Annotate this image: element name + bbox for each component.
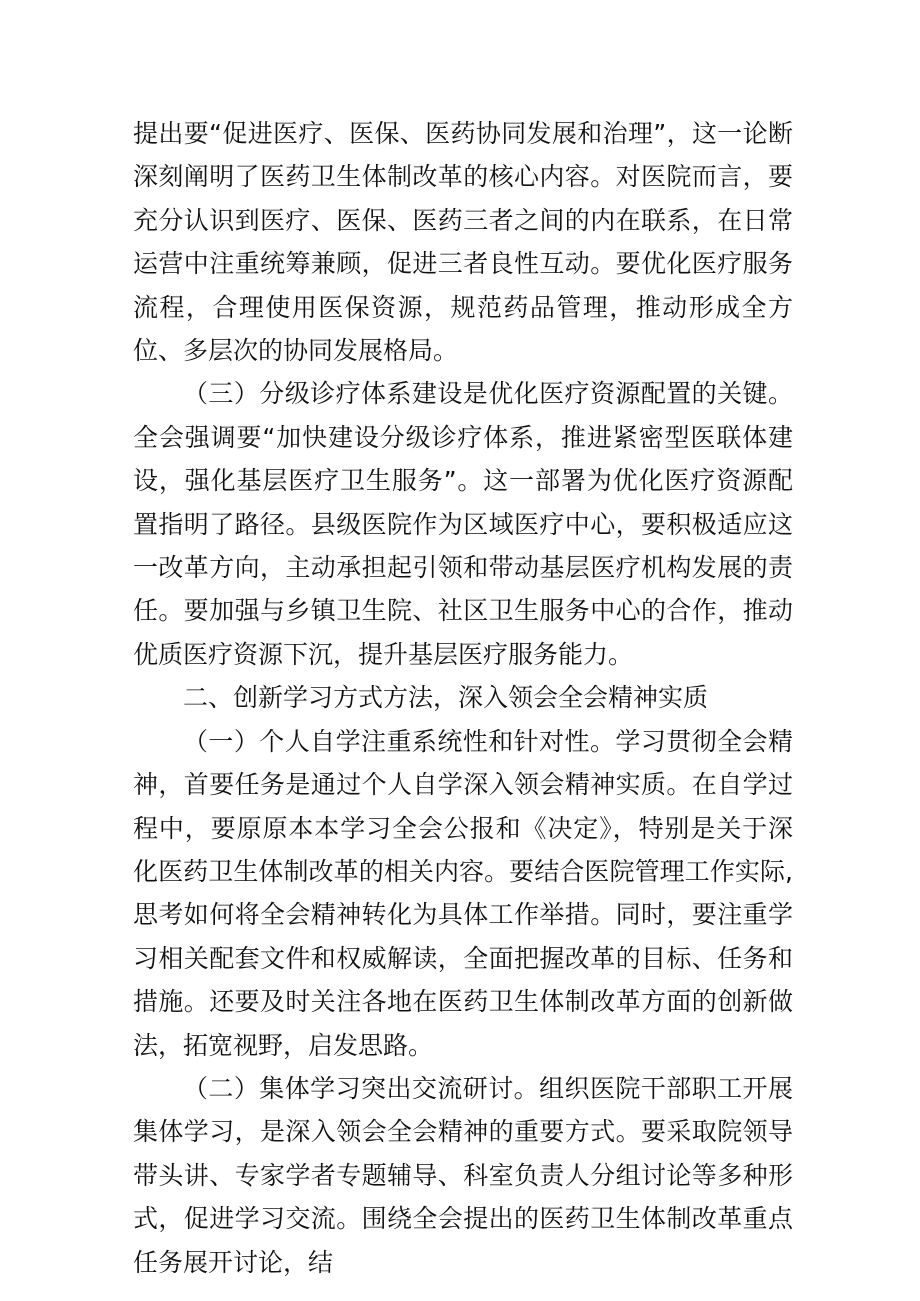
paragraph-group-study: （二）集体学习突出交流研讨。组织医院干部职工开展集体学习，是深入领会全会精神的重要方式。要采取院领导带头讲、专家学者专题辅导、科室负责人分组讨论等多种形式，促进学习交流。围绕全会提出的医药卫生体制改革重点任务展开讨论，结 — [133, 1073, 793, 1277]
paragraph-continued: 提出要“促进医疗、医保、医药协同发展和治理”，这一论断深刻阐明了医药卫生体制改革的核心内容。对医院而言，要充分认识到医疗、医保、医药三者之间的内在联系，在日常运营中注重统筹兼顾，促进三者良性互动。要优化医疗服务流程，合理使用医保资源，规范药品管理，推动形成全方位、多层次的协同发展格局。 — [133, 119, 793, 366]
paragraph-section-3: （三）分级诊疗体系建设是优化医疗资源配置的关键。全会强调要“加快建设分级诊疗体系，推进紧密型医联体建设，强化基层医疗卫生服务”。这一部署为优化医疗资源配置指明了路径。县级医院作为区域医疗中心，要积极适应这一改革方向，主动承担起引领和带动基层医疗机构发展的责任。要加强与乡镇卫生院、社区卫生服务中心的合作，推动优质医疗资源下沉，提升基层医疗服务能力。 — [133, 379, 793, 669]
section-heading-2: 二、创新学习方式方法，深入领会全会精神实质 — [183, 683, 709, 713]
paragraph-self-study: （一）个人自学注重系统性和针对性。学习贯彻全会精神，首要任务是通过个人自学深入领会精神实质。在自学过程中，要原原本本学习全会公报和《决定》，特别是关于深化医药卫生体制改革的相关内容。要结合医院管理工作实际,思考如何将全会精神转化为具体工作举措。同时，要注重学习相关配套文件和权威解读，全面把握改革的目标、任务和措施。还要及时关注各地在医药卫生体制改革方面的创新做法，拓宽视野，启发思路。 — [133, 726, 793, 1060]
document-body — [133, 112, 793, 1284]
